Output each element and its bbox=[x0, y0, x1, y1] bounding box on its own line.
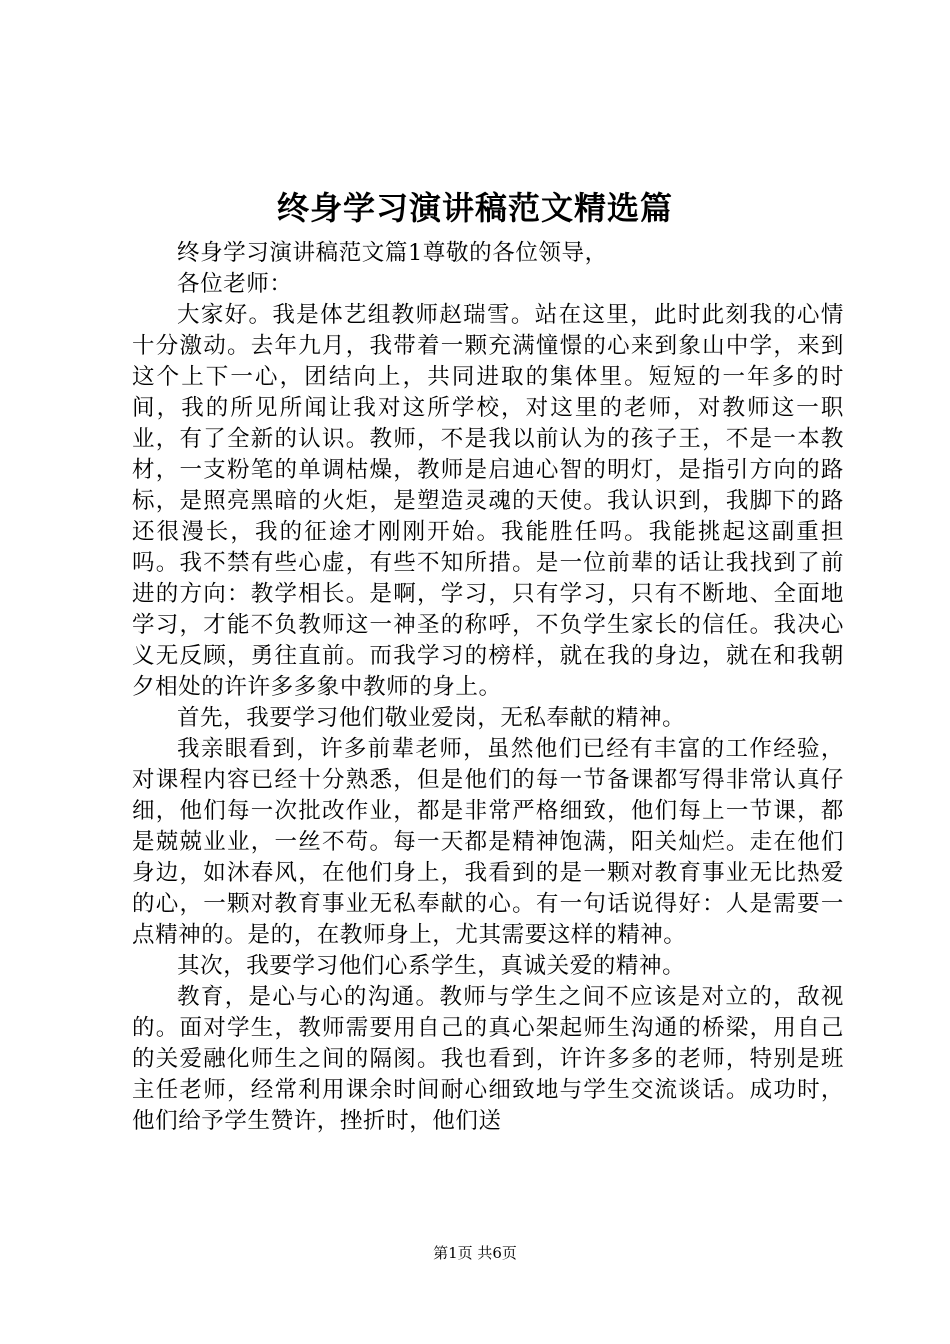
paragraph-second-point: 其次，我要学习他们心系学生，真诚关爱的精神。 bbox=[177, 953, 686, 979]
paragraph-first-detail: 我亲眼看到，许多前辈老师，虽然他们已经有丰富的工作经验，对课程内容已经十分熟悉，但是他们的每一节备课都写得非常认真仔细，他们每一次批改作业，都是非常严格细致，他们每上一节课，都是兢兢业业，一丝不苟。每一天都是精神饱满，阳关灿烂。走在他们身边，如沐春风，在他们身上，我看到的是一颗对教育事业无比热爱的心，一颗对教育事业无私奉献的心。有一句话说得好：人是需要一点精神的。是的，在教师身上，尤其需要这样的精神。 bbox=[132, 736, 844, 948]
paragraph-addressee: 各位老师： bbox=[177, 271, 293, 297]
document-title: 终身学习演讲稿范文精选篇 bbox=[276, 189, 673, 227]
paragraph-salutation: 终身学习演讲稿范文篇1尊敬的各位领导， bbox=[177, 240, 608, 266]
paragraph-introduction: 大家好。我是体艺组教师赵瑞雪。站在这里，此时此刻我的心情十分激动。去年九月，我带着一颗充满憧憬的心来到象山中学，来到这个上下一心，团结向上，共同进取的集体里。短短的一年多的时间，我的所见所闻让我对这所学校，对这里的老师，对教师这一职业，有了全新的认识。教师，不是我以前认为的孩子王，不是一本教材，一支粉笔的单调枯燥，教师是启迪心智的明灯，是指引方向的路标，是照亮黑暗的火炬，是塑造灵魂的天使。我认识到，我脚下的路还很漫长，我的征途才刚刚开始。我能胜任吗。我能挑起这副重担吗。我不禁有些心虚，有些不知所措。是一位前辈的话让我找到了前进的方向：教学相长。是啊，学习，只有学习，只有不断地、全面地学习，才能不负教师这一神圣的称呼，不负学生家长的信任。我决心义无反顾，勇往直前。而我学习的榜样，就在我的身边，就在和我朝夕相处的许许多多象中教师的身上。 bbox=[132, 302, 844, 700]
page-footer: 第1页 共6页 bbox=[433, 1244, 517, 1262]
paragraph-second-detail: 教育，是心与心的沟通。教师与学生之间不应该是对立的，敌视的。面对学生，教师需要用自己的真心架起师生沟通的桥梁，用自己的关爱融化师生之间的隔阂。我也看到，许许多多的老师，特别是班主任老师，经常利用课余时间耐心细致地与学生交流谈话。成功时，他们给予学生赞许，挫折时，他们送 bbox=[132, 984, 844, 1134]
paragraph-first-point: 首先，我要学习他们敬业爱岗，无私奉献的精神。 bbox=[177, 705, 686, 731]
document-body bbox=[132, 238, 844, 1137]
